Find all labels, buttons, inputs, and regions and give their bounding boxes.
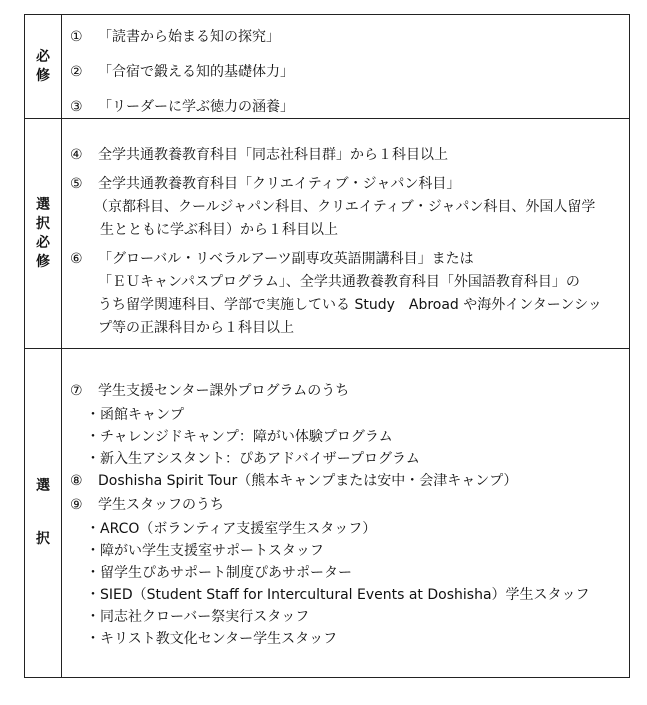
item-continuation: 「ＥＵキャンパスプログラム」、全学共通教養教育科目「外国語教育科目」の: [98, 274, 580, 290]
item-continuation: うち留学関連科目、学部で実施している Study Abroad や海外インターンシッ: [98, 297, 602, 313]
elective-required-row: [25, 119, 629, 349]
required-row: [25, 15, 629, 119]
category-char: 選: [36, 478, 50, 495]
list-item: [70, 62, 629, 83]
item-text: Doshisha Spirit Tour（熊本キャンプまたは安中・会津キャンプ）: [98, 473, 518, 489]
item-continuation: プ等の正課科目から１科目以上: [98, 320, 294, 336]
bullet-item: ・キリスト教文化センター学生スタッフ: [86, 631, 338, 647]
category-char: 必: [36, 234, 50, 251]
list-item: [70, 145, 629, 166]
elective-content: [62, 349, 629, 677]
item-text: 「リーダーに学ぶ徳力の涵養」: [98, 99, 294, 115]
item-text: 「合宿で鍛える知的基礎体力」: [98, 64, 294, 80]
bullet-item: ・SIED（Student Staff for Intercultural Events at Doshisha）学生スタッフ: [86, 587, 590, 603]
category-char: 修: [36, 67, 50, 84]
item-number: ①: [70, 29, 83, 45]
category-char: 選: [36, 196, 50, 213]
item-number: ⑦: [70, 383, 83, 399]
category-elective-required: [25, 119, 62, 348]
requirements-table: [24, 14, 630, 678]
item-text: 学生支援センター課外プログラムのうち: [98, 383, 350, 399]
item-number: ⑤: [70, 176, 83, 192]
item-text: 全学共通教養教育科目「同志社科目群」から１科目以上: [98, 147, 448, 163]
list-item: [70, 249, 629, 270]
item-text: 全学共通教養教育科目「クリエイティブ・ジャパン科目」: [98, 176, 461, 192]
category-char: 択: [36, 530, 50, 547]
required-content: [62, 15, 629, 118]
list-item: [70, 495, 629, 516]
item-note: （京都科目、クールジャパン科目、クリエイティブ・ジャパン科目、外国人留学: [94, 199, 596, 215]
list-item: [70, 27, 629, 48]
bullet-item: ・ARCO（ボランティア支援室学生スタッフ）: [86, 521, 377, 537]
category-char: 修: [36, 253, 50, 270]
item-text: 学生スタッフのうち: [98, 497, 224, 513]
category-required: [25, 15, 62, 118]
item-text: 「グローバル・リベラルアーツ副専攻英語開講科目」または: [98, 251, 474, 267]
item-number: ③: [70, 99, 83, 115]
elective-required-content: [62, 119, 629, 348]
category-char: 択: [36, 215, 50, 232]
bullet-item: ・障がい学生支援室サポートスタッフ: [86, 543, 324, 559]
item-number: ⑧: [70, 473, 83, 489]
item-number: ②: [70, 64, 83, 80]
list-item: [70, 174, 629, 195]
item-number: ⑥: [70, 251, 83, 267]
list-item: [70, 381, 629, 402]
item-number: ⑨: [70, 497, 83, 513]
category-char: 必: [36, 48, 50, 65]
category-elective: [25, 349, 62, 677]
bullet-item: ・同志社クローバー祭実行スタッフ: [86, 609, 310, 625]
bullet-item: ・函館キャンプ: [86, 407, 184, 423]
item-text: 「読書から始まる知の探究」: [98, 29, 280, 45]
bullet-item: ・留学生ぴあサポート制度ぴあサポーター: [86, 565, 352, 581]
list-item: [70, 97, 629, 118]
item-note: 生とともに学ぶ科目）から１科目以上: [100, 222, 338, 238]
bullet-item: ・新入生アシスタント：ぴあアドバイザープログラム: [86, 451, 420, 467]
bullet-item: ・チャレンジドキャンプ：障がい体験プログラム: [86, 429, 393, 445]
elective-row: [25, 349, 629, 677]
item-number: ④: [70, 147, 83, 163]
list-item: [70, 471, 629, 492]
